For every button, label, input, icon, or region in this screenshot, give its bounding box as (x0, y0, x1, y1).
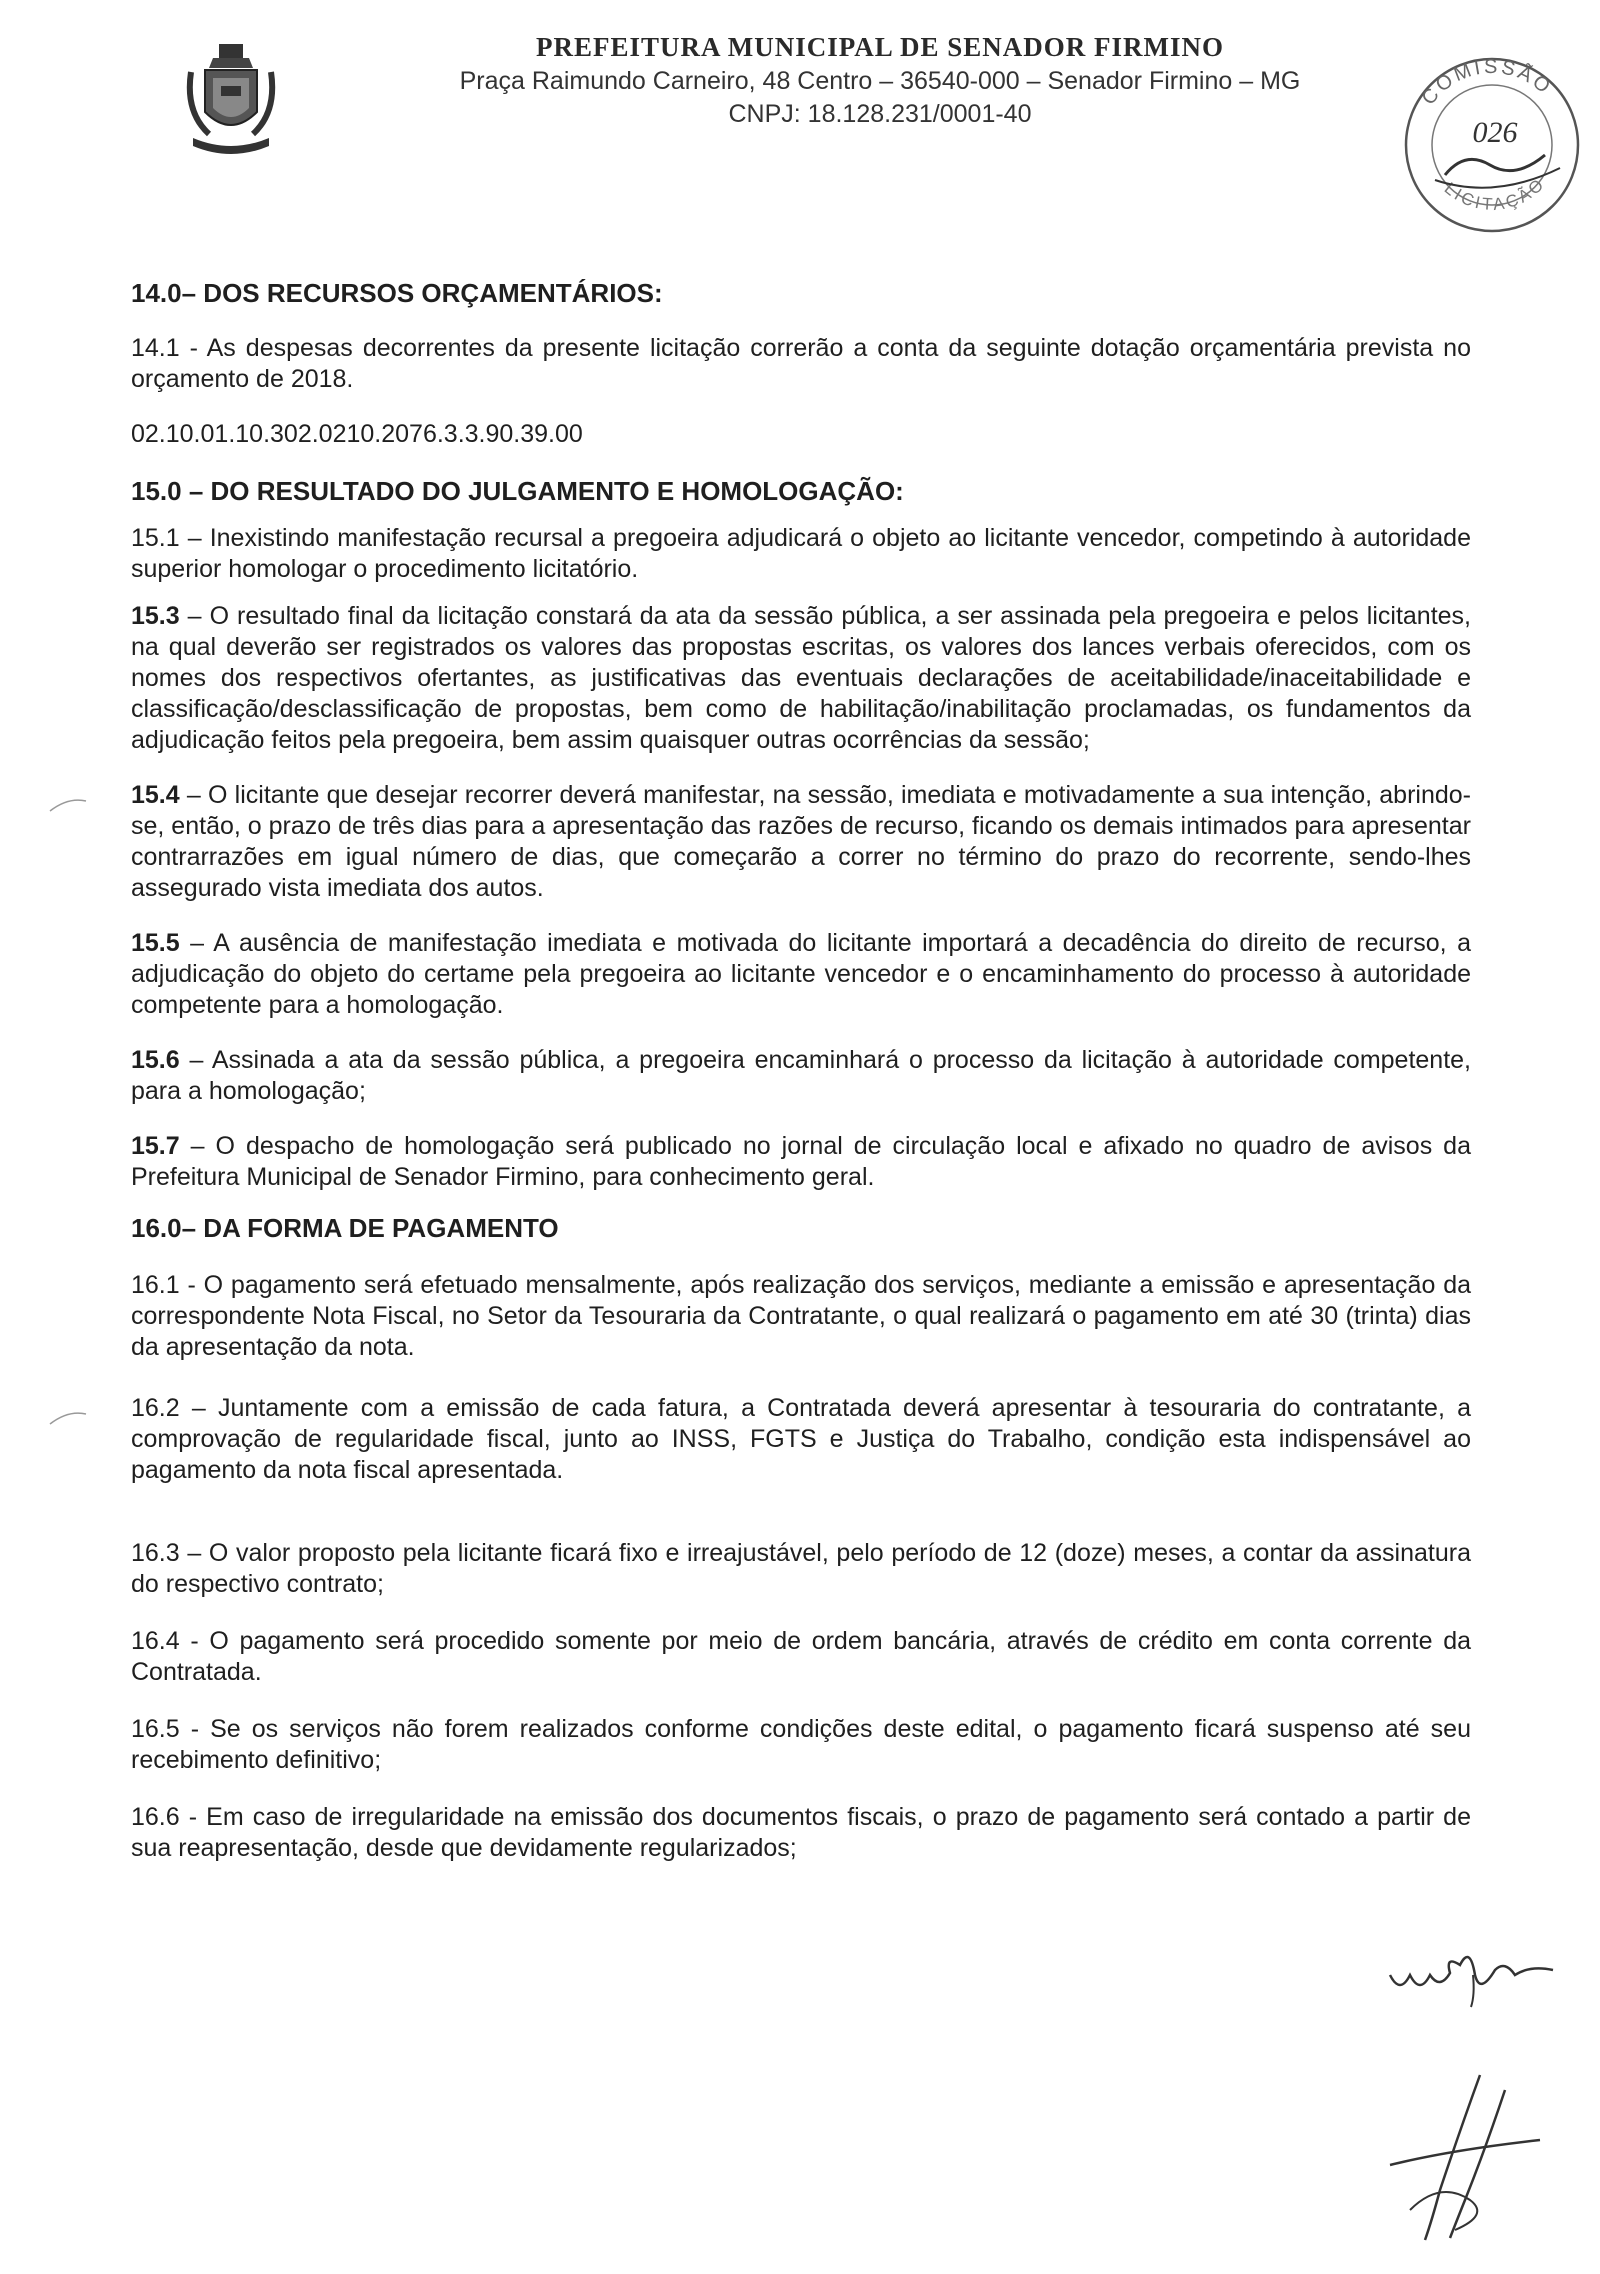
municipality-address: Praça Raimundo Carneiro, 48 Centro – 36540-000 – Senador Firmino – MG (459, 67, 1301, 95)
stamp-bottom-text: LICITAÇÃO (1440, 173, 1550, 215)
margin-mark (48, 1408, 88, 1428)
clause-16-1: 16.1 - O pagamento será efetuado mensalmente, após realização dos serviços, mediante a emissão e apresentação da correspondente Nota Fiscal, no Setor da Tesouraria da Contratante, o qual realizará o pagamento em até 30 (trinta) dias da apresentação da nota. (131, 1271, 1471, 1361)
section-15-heading: 15.0 – DO RESULTADO DO JULGAMENTO E HOMOLOGAÇÃO: (131, 476, 904, 506)
margin-mark (48, 795, 88, 815)
clause-15-5 (131, 928, 1471, 1021)
clause-number: 15.6 (131, 1046, 180, 1074)
clause-number: 15.7 (131, 1132, 180, 1160)
municipality-cnpj: CNPJ: 18.128.231/0001-40 (728, 100, 1032, 128)
clause-15-7 (131, 1131, 1471, 1193)
handwritten-initials (1385, 1935, 1560, 2010)
letterhead-text (380, 32, 1380, 129)
clause-text: – Assinada a ata da sessão pública, a pregoeira encaminhará o processo da licitação à autoridade competente, para a homologação; (131, 1046, 1471, 1105)
section-16-heading: 16.0– DA FORMA DE PAGAMENTO (131, 1213, 559, 1243)
stamp-number: 026 (1472, 116, 1518, 149)
municipality-title: PREFEITURA MUNICIPAL DE SENADOR FIRMINO (535, 32, 1225, 62)
clause-text: – O licitante que desejar recorrer deverá manifestar, na sessão, imediata e motivadamente a sua intenção, abrindo-se, então, o prazo de três dias para a apresentação das razões de recurso, ficando os demais intimados para apresentar contrarrazões em igual número de dias, que começarão a correr no término do prazo do recorrente, sendo-lhes assegurado vista imediata dos autos. (131, 781, 1471, 902)
clause-16-6: 16.6 - Em caso de irregularidade na emissão dos documentos fiscais, o prazo de pagamento será contado a partir de sua reapresentação, desde que devidamente regularizados; (131, 1803, 1471, 1862)
coat-of-arms-icon (185, 42, 277, 160)
clause-16-3: 16.3 – O valor proposto pela licitante ficará fixo e irreajustável, pelo período de 12 (doze) meses, a contar da assinatura do respectivo contrato; (131, 1539, 1471, 1598)
document-body (131, 278, 1471, 1864)
commission-stamp (1395, 50, 1590, 240)
clause-15-1: 15.1 – Inexistindo manifestação recursal a pregoeira adjudicará o objeto ao licitante vencedor, competindo à autoridade superior homologar o procedimento licitatório. (131, 524, 1471, 583)
clause-15-3 (131, 601, 1471, 756)
clause-number: 15.3 (131, 602, 180, 630)
clause-16-2: 16.2 – Juntamente com a emissão de cada fatura, a Contratada deverá apresentar à tesouraria do contratante, a comprovação de regularidade fiscal, junto ao INSS, FGTS e Justiça do Trabalho, condição esta indispensável ao pagamento da nota fiscal apresentada. (131, 1394, 1471, 1484)
clause-15-6 (131, 1045, 1471, 1107)
clause-16-5: 16.5 - Se os serviços não forem realizados conforme condições deste edital, o pagamento ficará suspenso até seu recebimento definitivo; (131, 1715, 1471, 1774)
budget-allocation-code: 02.10.01.10.302.0210.2076.3.3.90.39.00 (131, 420, 583, 448)
clause-number: 15.4 (131, 781, 180, 809)
clause-14-1: 14.1 - As despesas decorrentes da presente licitação correrão a conta da seguinte dotação orçamentária prevista no orçamento de 2018. (131, 334, 1471, 393)
letterhead (0, 32, 1600, 215)
clause-text: – O despacho de homologação será publicado no jornal de circulação local e afixado no quadro de avisos da Prefeitura Municipal de Senador Firmino, para conhecimento geral. (131, 1132, 1471, 1191)
section-14-heading: 14.0– DOS RECURSOS ORÇAMENTÁRIOS: (131, 278, 663, 308)
clause-16-4: 16.4 - O pagamento será procedido somente por meio de ordem bancária, através de crédito em conta corrente da Contratada. (131, 1627, 1471, 1686)
clause-text: – A ausência de manifestação imediata e motivada do licitante importará a decadência do direito de recurso, a adjudicação do objeto do certame pela pregoeira ao licitante vencedor e o encaminhamento do processo à autoridade competente para a homologação. (131, 929, 1471, 1019)
svg-text:COMISSÃO (1418, 56, 1557, 109)
handwritten-signature (1380, 2070, 1550, 2245)
clause-15-4 (131, 780, 1471, 904)
clause-number: 15.5 (131, 929, 180, 957)
stamp-top-text: COMISSÃO (1417, 55, 1557, 110)
clause-text: – O resultado final da licitação constará da ata da sessão pública, a ser assinada pela pregoeira e pelos licitantes, na qual deverão ser registrados os valores das propostas escritas, os valores dos lances verbais oferecidos, com os nomes dos respectivos ofertantes, as justificativas das eventuais declarações de aceitabilidade/inaceitabilidade e classificação/desclassificação de propostas, bem como de habilitação/inabilitação proclamadas, os fundamentos da adjudicação feitos pela pregoeira, bem assim quaisquer outras ocorrências da sessão; (131, 602, 1471, 754)
